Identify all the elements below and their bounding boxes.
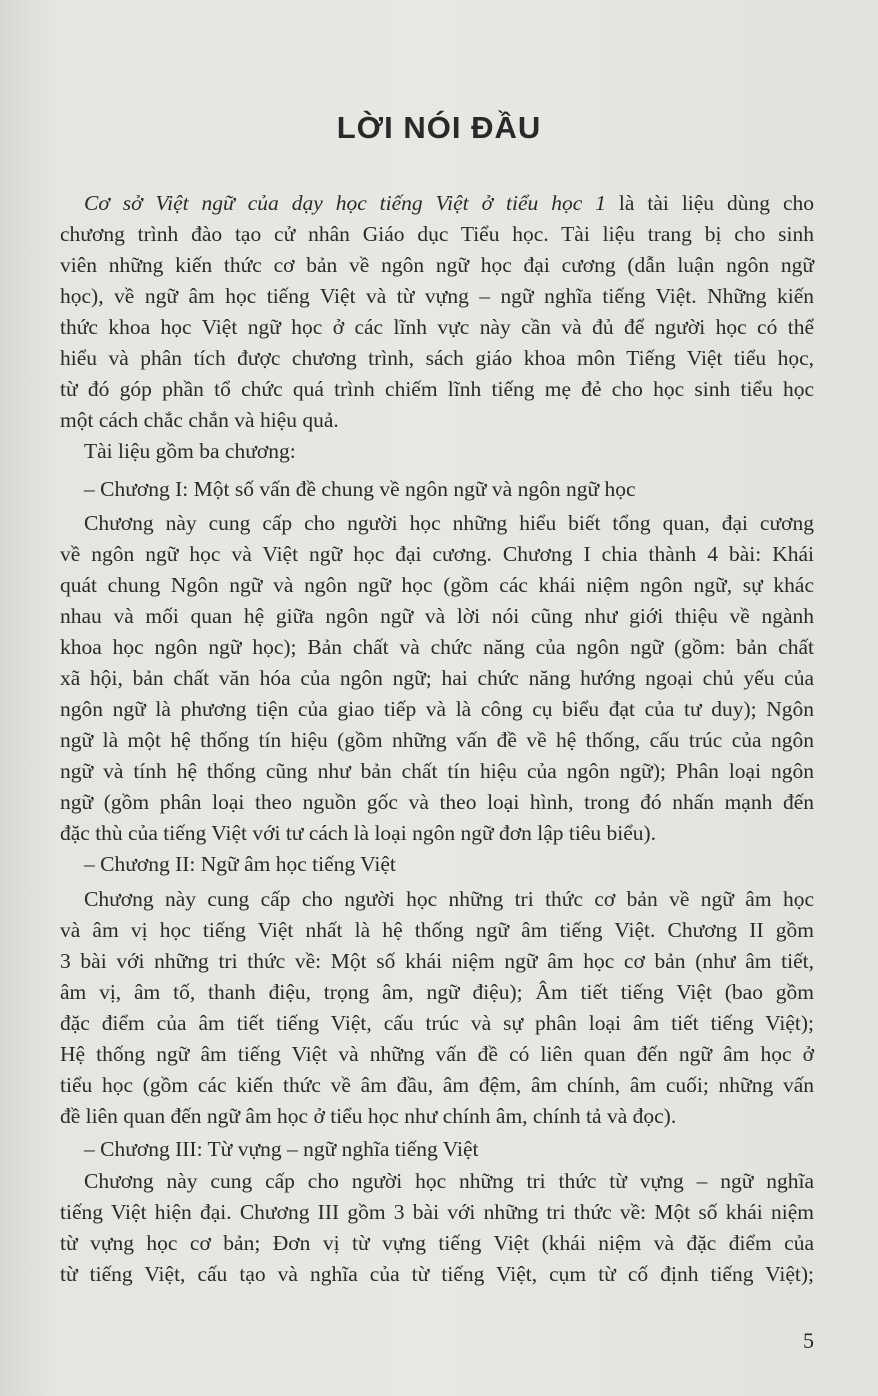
paragraph-line: Hệ thống ngữ âm tiếng Việt và những vấn đề có liên quan đến ngữ âm học ở [60, 1042, 814, 1066]
paragraph-line: học), về ngữ âm học tiếng Việt và từ vựng – ngữ nghĩa tiếng Việt. Những kiến [60, 284, 814, 308]
page-title: LỜI NÓI ĐẦU [336, 110, 542, 145]
paragraph-line: hiểu và phân tích được chương trình, sách giáo khoa môn Tiếng Việt tiểu học, [60, 346, 814, 370]
paragraph-line: đề liên quan đến ngữ âm học ở tiểu học như chính âm, chính tả và đọc). [60, 1104, 677, 1128]
paragraph-line: chương trình đào tạo cử nhân Giáo dục Tiểu học. Tài liệu trang bị cho sinh [60, 222, 814, 246]
paragraph-line: Chương này cung cấp cho người học những tri thức từ vựng – ngữ nghĩa [84, 1169, 814, 1193]
paragraph-line: Chương này cung cấp cho người học những tri thức cơ bản về ngữ âm học [84, 887, 814, 911]
paragraph-line: thức khoa học Việt ngữ học ở các lĩnh vực này cần và đủ để người học có thể [60, 315, 814, 339]
paragraph-line [84, 188, 814, 219]
paragraph-line: tiểu học (gồm các kiến thức về âm đầu, âm đệm, âm chính, âm cuối; những vấn [60, 1073, 814, 1097]
paragraph-line: từ tiếng Việt, cấu tạo và nghĩa của từ tiếng Việt, cụm từ cố định tiếng Việt); [60, 1262, 814, 1286]
paragraph-line: viên những kiến thức cơ bản về ngôn ngữ học đại cương (dẫn luận ngôn ngữ [60, 253, 814, 277]
chapter-1-title: – Chương I: Một số vấn đề chung về ngôn ngữ và ngôn ngữ học [84, 477, 636, 501]
intro-line-1-rest: là tài liệu dùng cho [605, 191, 815, 215]
paragraph-line: ngữ là một hệ thống tín hiệu (gồm những vấn đề về hệ thống, cấu trúc của ngôn [60, 728, 814, 752]
paragraph-line: khoa học ngôn ngữ học); Bản chất và chức năng của ngôn ngữ (gồm: bản chất [60, 635, 814, 659]
paragraph-line: đặc điểm của âm tiết tiếng Việt, cấu trúc và sự phân loại âm tiết tiếng Việt); [60, 1011, 814, 1035]
paragraph-line: Chương này cung cấp cho người học những hiểu biết tổng quan, đại cương [84, 511, 814, 535]
paragraph-line: quát chung Ngôn ngữ và ngôn ngữ học (gồm các khái niệm ngôn ngữ, sự khác [60, 573, 814, 597]
page-number: 5 [803, 1328, 814, 1353]
paragraph-line: 3 bài với những tri thức về: Một số khái niệm ngữ âm học cơ bản (như âm tiết, [60, 949, 814, 973]
paragraph-line: về ngôn ngữ học và Việt ngữ học đại cương. Chương I chia thành 4 bài: Khái [60, 542, 814, 566]
chapter-2-title: – Chương II: Ngữ âm học tiếng Việt [84, 852, 396, 876]
paragraph-line: âm vị, âm tố, thanh điệu, trọng âm, ngữ điệu); Âm tiết tiếng Việt (bao gồm [60, 980, 814, 1004]
paragraph-line: tiếng Việt hiện đại. Chương III gồm 3 bài với những tri thức về: Một số khái niệm [60, 1200, 814, 1224]
paragraph-line: ngữ (gồm phân loại theo nguồn gốc và theo loại hình, trong đó nhấn mạnh đến [60, 790, 814, 814]
paragraph-line: một cách chắc chắn và hiệu quả. [60, 408, 339, 432]
chapter-3-title: – Chương III: Từ vựng – ngữ nghĩa tiếng Việt [84, 1137, 479, 1161]
paragraph-line: ngữ và tính hệ thống cũng như bản chất tín hiệu của ngôn ngữ); Phân loại ngôn [60, 759, 814, 783]
paragraph-line: từ đó góp phần tổ chức quá trình chiếm lĩnh tiếng mẹ đẻ cho học sinh tiểu học [60, 377, 814, 401]
book-title: Cơ sở Việt ngữ của dạy học tiếng Việt ở tiểu học 1 [84, 191, 606, 215]
structure-intro: Tài liệu gồm ba chương: [84, 439, 296, 463]
paragraph-line: nhau và mối quan hệ giữa ngôn ngữ và lời nói cũng như giới thiệu về ngành [60, 604, 814, 628]
paragraph-line: từ vựng học cơ bản; Đơn vị từ vựng tiếng Việt (khái niệm và đặc điểm của [60, 1231, 814, 1255]
paragraph-line: ngôn ngữ là phương tiện của giao tiếp và là công cụ biểu đạt của tư duy); Ngôn [60, 697, 814, 721]
paragraph-line: và âm vị học tiếng Việt nhất là hệ thống ngữ âm tiếng Việt. Chương II gồm [60, 918, 814, 942]
paragraph-line: đặc thù của tiếng Việt với tư cách là loại ngôn ngữ đơn lập tiêu biểu). [60, 821, 657, 845]
paragraph-line: xã hội, bản chất văn hóa của ngôn ngữ; hai chức năng hướng ngoại chủ yếu của [60, 666, 814, 690]
